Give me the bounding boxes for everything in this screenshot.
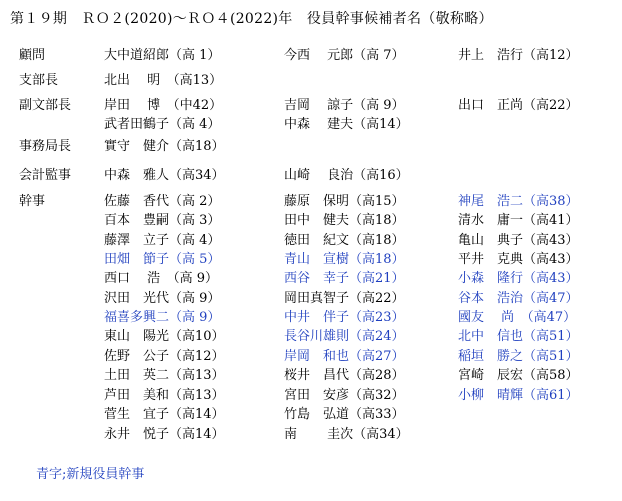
member-entry-new: 小森 隆行（高43） [458,271,579,286]
member-entry-new: 稲垣 勝之（高51） [458,349,579,364]
member-entry: 武者田鶴子（高 4） [104,117,221,132]
member-entry-new: 岸岡 和也（高27） [284,349,405,364]
member-entry: 平井 克典（高43） [458,252,579,267]
page-title: 第１９期 ＲＯ２(2020)～ＲＯ４(2022)年 役員幹事候補者名（敬称略） [10,11,493,27]
member-entry-new: 小柳 晴輝（高61） [458,388,579,403]
member-entry-new: 北中 信也（高51） [458,329,579,344]
member-entry: 亀山 典子（高43） [458,233,579,248]
member-entry: 竹島 弘道（高33） [284,407,405,422]
member-entry-new: 福喜多興二（高 9） [104,310,221,325]
member-entry: 清水 庸一（高41） [458,213,579,228]
member-entry: 沢田 光代（高 9） [104,291,221,306]
member-entry: 出口 正尚（高22） [458,98,579,113]
member-entry: 南 圭次（高34） [284,427,409,442]
member-entry: 井上 浩行（高12） [458,48,579,63]
member-entry: 西口 浩 （高 9） [104,271,219,286]
member-entry: 藤澤 立子（高 4） [104,233,221,248]
member-entry: 實守 健介（高18） [104,139,225,154]
member-entry-new: 國友 尚 （高47） [458,310,577,325]
member-entry: 宮崎 辰宏（高58） [458,368,579,383]
member-entry: 永井 悦子（高14） [104,427,225,442]
member-entry: 北出 明 （高13） [104,73,223,88]
member-entry: 宮田 安彦（高32） [284,388,405,403]
member-entry: 佐藤 香代（高 2） [104,194,221,209]
member-entry: 岸田 博 （中42） [104,98,223,113]
member-entry: 今西 元郎（高 7） [284,48,405,63]
role-fuku-shibucho: 副文部長 [19,98,72,113]
member-entry: 桜井 昌代（高28） [284,368,405,383]
member-entry: 佐野 公子（高12） [104,349,225,364]
member-entry-new: 長谷川雄則（高24） [284,329,405,344]
member-entry: 中森 建夫（高14） [284,117,409,132]
member-entry-new: 青山 宣樹（高18） [284,252,405,267]
member-entry: 藤原 保明（高15） [284,194,405,209]
member-entry: 岡田真智子（高22） [284,291,405,306]
role-shibucho: 支部長 [19,73,59,88]
member-entry: 芦田 美和（高13） [104,388,225,403]
member-entry-new: 中井 伴子（高23） [284,310,405,325]
member-entry: 大中道紹郎（高 1） [104,48,221,63]
role-komon: 顧問 [19,48,46,63]
member-entry: 田中 健夫（高18） [284,213,405,228]
member-entry: 菅生 宜子（高14） [104,407,225,422]
legend-note: 青字;新規役員幹事 [36,467,145,482]
member-entry-new: 谷本 浩治（高47） [458,291,579,306]
member-entry: 百本 豊嗣（高 3） [104,213,221,228]
role-kanji: 幹事 [19,194,46,209]
member-entry: 中森 雅人（高34） [104,168,225,183]
member-entry: 土田 英二（高13） [104,368,225,383]
member-entry-new: 田畑 節子（高 5） [104,252,221,267]
member-entry: 山崎 良治（高16） [284,168,409,183]
member-entry: 東山 陽光（高10） [104,329,225,344]
member-entry: 徳田 紀文（高18） [284,233,405,248]
role-jimukyokucho: 事務局長 [19,139,72,154]
member-entry: 吉岡 諒子（高 9） [284,98,405,113]
member-entry-new: 神尾 浩二（高38） [458,194,579,209]
role-kaikei-kanji: 会計監事 [19,168,72,183]
member-entry-new: 西谷 幸子（高21） [284,271,405,286]
